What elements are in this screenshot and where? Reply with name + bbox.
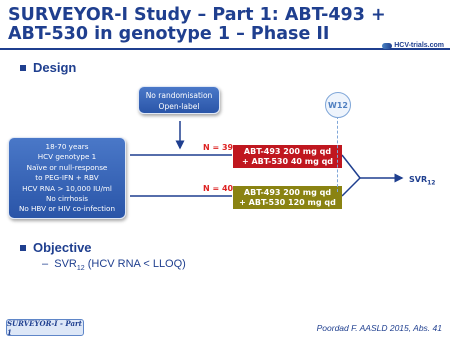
week12-marker: W12 <box>325 92 351 118</box>
criteria-item: to PEG-IFN + RBV <box>35 173 99 183</box>
randomisation-line1: No randomisation <box>145 91 213 100</box>
arm1-line1: ABT-493 200 mg qd <box>243 147 332 156</box>
svr12-label <box>409 175 435 187</box>
arm1-box <box>233 145 342 168</box>
objective-label: Objective <box>33 240 92 255</box>
criteria-item: Naïve or null-response <box>26 162 108 172</box>
arm2-box <box>233 186 342 209</box>
square-bullet-icon <box>20 245 26 251</box>
criteria-item: HCV RNA > 10,000 IU/ml <box>22 183 112 193</box>
reference-citation: Poordad F. AASLD 2015, Abs. 41 <box>316 323 442 333</box>
objective-item <box>42 258 186 272</box>
arm2-line2: + ABT-530 120 mg qd <box>239 198 336 207</box>
arm2-line1: ABT-493 200 mg qd <box>243 188 332 197</box>
objective-heading <box>20 240 92 255</box>
arm1-n-label: N = 39 <box>203 143 234 152</box>
arm2-n-label: N = 40 <box>203 184 234 193</box>
objective-dash: – <box>42 258 49 270</box>
svr-subscript: 12 <box>427 179 436 187</box>
objective-subscript: 12 <box>76 265 85 273</box>
arm1-converge-line <box>342 155 360 178</box>
criteria-item: No cirrhosis <box>45 194 89 204</box>
footer-study-tag: SURVEYOR-I - Part 1 <box>6 319 84 336</box>
criteria-item: HCV genotype 1 <box>37 152 97 162</box>
design-label: Design <box>33 60 77 75</box>
inclusion-criteria-box <box>8 137 126 219</box>
randomisation-box <box>138 86 220 114</box>
svr-text: SVR <box>409 175 428 184</box>
randomisation-line2: Open-label <box>158 102 200 111</box>
objective-definition: (HCV RNA < LLOQ) <box>84 258 186 270</box>
criteria-item: 18-70 years <box>45 142 89 151</box>
arm1-line2: + ABT-530 40 mg qd <box>241 157 334 166</box>
slide-title: SURVEYOR-I Study – Part 1: ABT-493 + ABT-530 in genotype 1 – Phase II <box>8 5 386 44</box>
criteria-item: No HBV or HIV co-infection <box>18 204 116 214</box>
logo-text: HCV-trials.com <box>394 42 444 49</box>
objective-svr: SVR <box>54 258 77 270</box>
week12-dashed-line <box>337 116 338 192</box>
arm2-converge-line <box>342 178 360 196</box>
